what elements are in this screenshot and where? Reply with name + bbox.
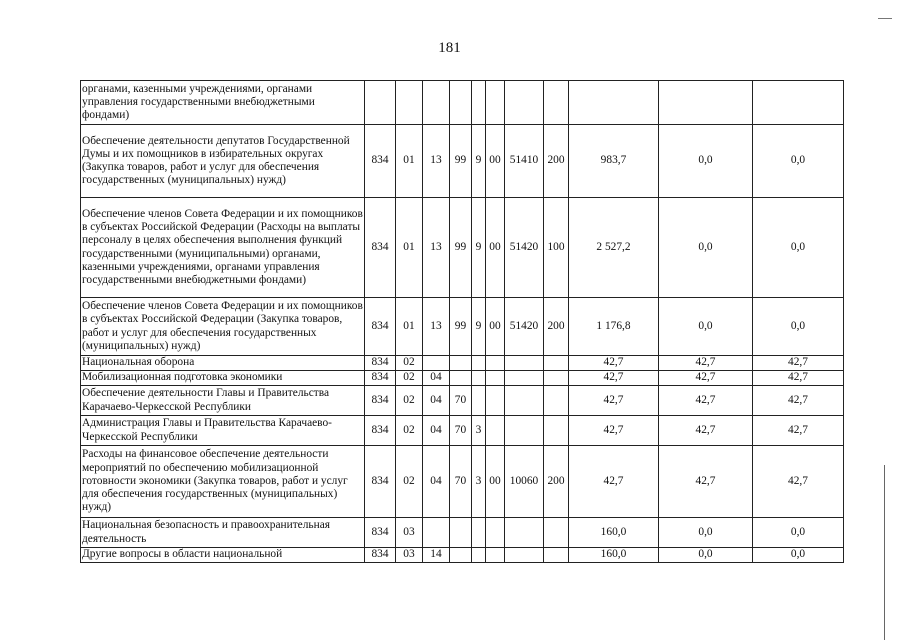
cell-p4 — [505, 371, 544, 386]
cell-ved: 834 — [365, 371, 396, 386]
table-row — [81, 356, 844, 371]
cell-ved: 834 — [365, 386, 396, 416]
cell-vr — [544, 81, 569, 125]
cell-rz: 02 — [396, 446, 423, 518]
cell-p4 — [505, 386, 544, 416]
cell-ved: 834 — [365, 416, 396, 446]
cell-y1: 42,7 — [569, 416, 659, 446]
cell-pr — [423, 81, 450, 125]
cell-rz: 01 — [396, 198, 423, 298]
cell-y2: 42,7 — [659, 356, 753, 371]
cell-p4 — [505, 416, 544, 446]
cell-vr — [544, 386, 569, 416]
cell-p2 — [472, 548, 486, 563]
cell-pr — [423, 356, 450, 371]
cell-p4: 51420 — [505, 298, 544, 356]
cell-p3: 00 — [486, 446, 505, 518]
cell-p1 — [450, 548, 472, 563]
cell-y2: 0,0 — [659, 298, 753, 356]
cell-p2 — [472, 356, 486, 371]
table-row — [81, 298, 844, 356]
cell-rz: 02 — [396, 371, 423, 386]
cell-y3: 42,7 — [753, 371, 844, 386]
cell-pr — [423, 518, 450, 548]
cell-p3: 00 — [486, 198, 505, 298]
cell-p3 — [486, 518, 505, 548]
cell-p2 — [472, 371, 486, 386]
cell-p2: 9 — [472, 298, 486, 356]
cell-pr: 04 — [423, 371, 450, 386]
cell-name: Обеспечение деятельности Главы и Правительства Карачаево-Черкесской Республики — [81, 386, 365, 416]
cell-y1: 160,0 — [569, 518, 659, 548]
cell-name: Расходы на финансовое обеспечение деятельности мероприятий по обеспечению мобилизационной готовности экономики (Закупка товаров, работ и услуг для обеспечения государственных (муниципальных) нужд) — [81, 446, 365, 518]
cell-y1: 42,7 — [569, 386, 659, 416]
cell-pr: 14 — [423, 548, 450, 563]
cell-vr: 200 — [544, 125, 569, 198]
cell-name: Национальная безопасность и правоохранительная деятельность — [81, 518, 365, 548]
cell-y2: 0,0 — [659, 125, 753, 198]
cell-y1: 160,0 — [569, 548, 659, 563]
cell-y1: 42,7 — [569, 446, 659, 518]
cell-vr: 200 — [544, 298, 569, 356]
cell-p1 — [450, 356, 472, 371]
cell-pr: 04 — [423, 446, 450, 518]
cell-name: Обеспечение членов Совета Федерации и их помощников в субъектах Российской Федерации (Расходы на выплаты персоналу в целях обеспечения выполнения функций государственными (муниципальными) органами, казенными учреждениями, органами управления государственными внебюджетными фондами) — [81, 198, 365, 298]
cell-p3 — [486, 386, 505, 416]
cell-p1 — [450, 518, 472, 548]
cell-ved: 834 — [365, 125, 396, 198]
cell-rz: 02 — [396, 386, 423, 416]
cell-y2: 0,0 — [659, 518, 753, 548]
cell-vr — [544, 548, 569, 563]
cell-p3 — [486, 416, 505, 446]
cell-p1 — [450, 81, 472, 125]
cell-y1: 983,7 — [569, 125, 659, 198]
cell-y1 — [569, 81, 659, 125]
cell-p1: 70 — [450, 446, 472, 518]
cell-p1: 99 — [450, 198, 472, 298]
cell-rz: 02 — [396, 356, 423, 371]
table-row — [81, 446, 844, 518]
cell-p2: 9 — [472, 198, 486, 298]
cell-pr: 13 — [423, 198, 450, 298]
cell-rz: 03 — [396, 548, 423, 563]
cell-p2: 3 — [472, 416, 486, 446]
cell-pr: 04 — [423, 416, 450, 446]
cell-p4 — [505, 81, 544, 125]
cell-p4 — [505, 356, 544, 371]
cell-p2 — [472, 518, 486, 548]
cell-y1: 2 527,2 — [569, 198, 659, 298]
cell-p3: 00 — [486, 125, 505, 198]
cell-ved: 834 — [365, 446, 396, 518]
cell-pr: 13 — [423, 125, 450, 198]
cell-p3 — [486, 371, 505, 386]
table-body — [81, 81, 844, 563]
cell-p3 — [486, 356, 505, 371]
cell-y3: 0,0 — [753, 198, 844, 298]
cell-y3: 42,7 — [753, 416, 844, 446]
cell-p1: 99 — [450, 125, 472, 198]
cell-y3: 42,7 — [753, 386, 844, 416]
cell-name: Администрация Главы и Правительства Карачаево-Черкесской Республики — [81, 416, 365, 446]
cell-p2 — [472, 81, 486, 125]
cell-vr: 200 — [544, 446, 569, 518]
cell-p3 — [486, 81, 505, 125]
cell-p4 — [505, 518, 544, 548]
cell-y3: 0,0 — [753, 548, 844, 563]
cell-y3 — [753, 81, 844, 125]
page-number: 181 — [438, 40, 461, 56]
cell-p4: 51420 — [505, 198, 544, 298]
cell-p1: 99 — [450, 298, 472, 356]
cell-y3: 0,0 — [753, 125, 844, 198]
cell-p2 — [472, 386, 486, 416]
cell-ved: 834 — [365, 198, 396, 298]
cell-ved — [365, 81, 396, 125]
cell-vr — [544, 356, 569, 371]
cell-rz — [396, 81, 423, 125]
cell-ved: 834 — [365, 298, 396, 356]
cell-p1: 70 — [450, 386, 472, 416]
cell-rz: 03 — [396, 518, 423, 548]
scan-mark — [878, 18, 892, 19]
table-row — [81, 518, 844, 548]
cell-rz: 01 — [396, 298, 423, 356]
cell-name: Мобилизационная подготовка экономики — [81, 371, 365, 386]
cell-p4: 10060 — [505, 446, 544, 518]
budget-table — [80, 80, 844, 563]
cell-y3: 0,0 — [753, 298, 844, 356]
cell-p1: 70 — [450, 416, 472, 446]
cell-y2: 42,7 — [659, 416, 753, 446]
cell-y2 — [659, 81, 753, 125]
scan-edge-line — [884, 465, 885, 640]
cell-ved: 834 — [365, 356, 396, 371]
cell-p2: 3 — [472, 446, 486, 518]
table-row — [81, 125, 844, 198]
cell-y1: 1 176,8 — [569, 298, 659, 356]
cell-name: Обеспечение членов Совета Федерации и их помощников в субъектах Российской Федерации (Закупка товаров, работ и услуг для обеспечения государственных (муниципальных) нужд) — [81, 298, 365, 356]
cell-vr: 100 — [544, 198, 569, 298]
cell-p4 — [505, 548, 544, 563]
cell-rz: 01 — [396, 125, 423, 198]
table-row — [81, 386, 844, 416]
table-row — [81, 548, 844, 563]
table-row — [81, 81, 844, 125]
cell-vr — [544, 371, 569, 386]
cell-pr: 04 — [423, 386, 450, 416]
cell-y3: 42,7 — [753, 446, 844, 518]
cell-p1 — [450, 371, 472, 386]
cell-name: Обеспечение деятельности депутатов Государственной Думы и их помощников в избирательных округах (Закупка товаров, работ и услуг для обеспечения государственных (муниципальных) нужд) — [81, 125, 365, 198]
cell-p4: 51410 — [505, 125, 544, 198]
cell-y3: 42,7 — [753, 356, 844, 371]
cell-y3: 0,0 — [753, 518, 844, 548]
cell-y1: 42,7 — [569, 356, 659, 371]
cell-vr — [544, 518, 569, 548]
cell-rz: 02 — [396, 416, 423, 446]
cell-ved: 834 — [365, 548, 396, 563]
table-row — [81, 371, 844, 386]
cell-name: органами, казенными учреждениями, органами управления государственными внебюджетными фондами) — [81, 81, 365, 125]
cell-name: Другие вопросы в области национальной — [81, 548, 365, 563]
cell-y2: 42,7 — [659, 386, 753, 416]
cell-y1: 42,7 — [569, 371, 659, 386]
table-row — [81, 416, 844, 446]
cell-p3 — [486, 548, 505, 563]
cell-y2: 0,0 — [659, 198, 753, 298]
cell-name: Национальная оборона — [81, 356, 365, 371]
cell-vr — [544, 416, 569, 446]
cell-y2: 0,0 — [659, 548, 753, 563]
table-row — [81, 198, 844, 298]
cell-p3: 00 — [486, 298, 505, 356]
cell-pr: 13 — [423, 298, 450, 356]
cell-y2: 42,7 — [659, 371, 753, 386]
cell-ved: 834 — [365, 518, 396, 548]
cell-y2: 42,7 — [659, 446, 753, 518]
cell-p2: 9 — [472, 125, 486, 198]
